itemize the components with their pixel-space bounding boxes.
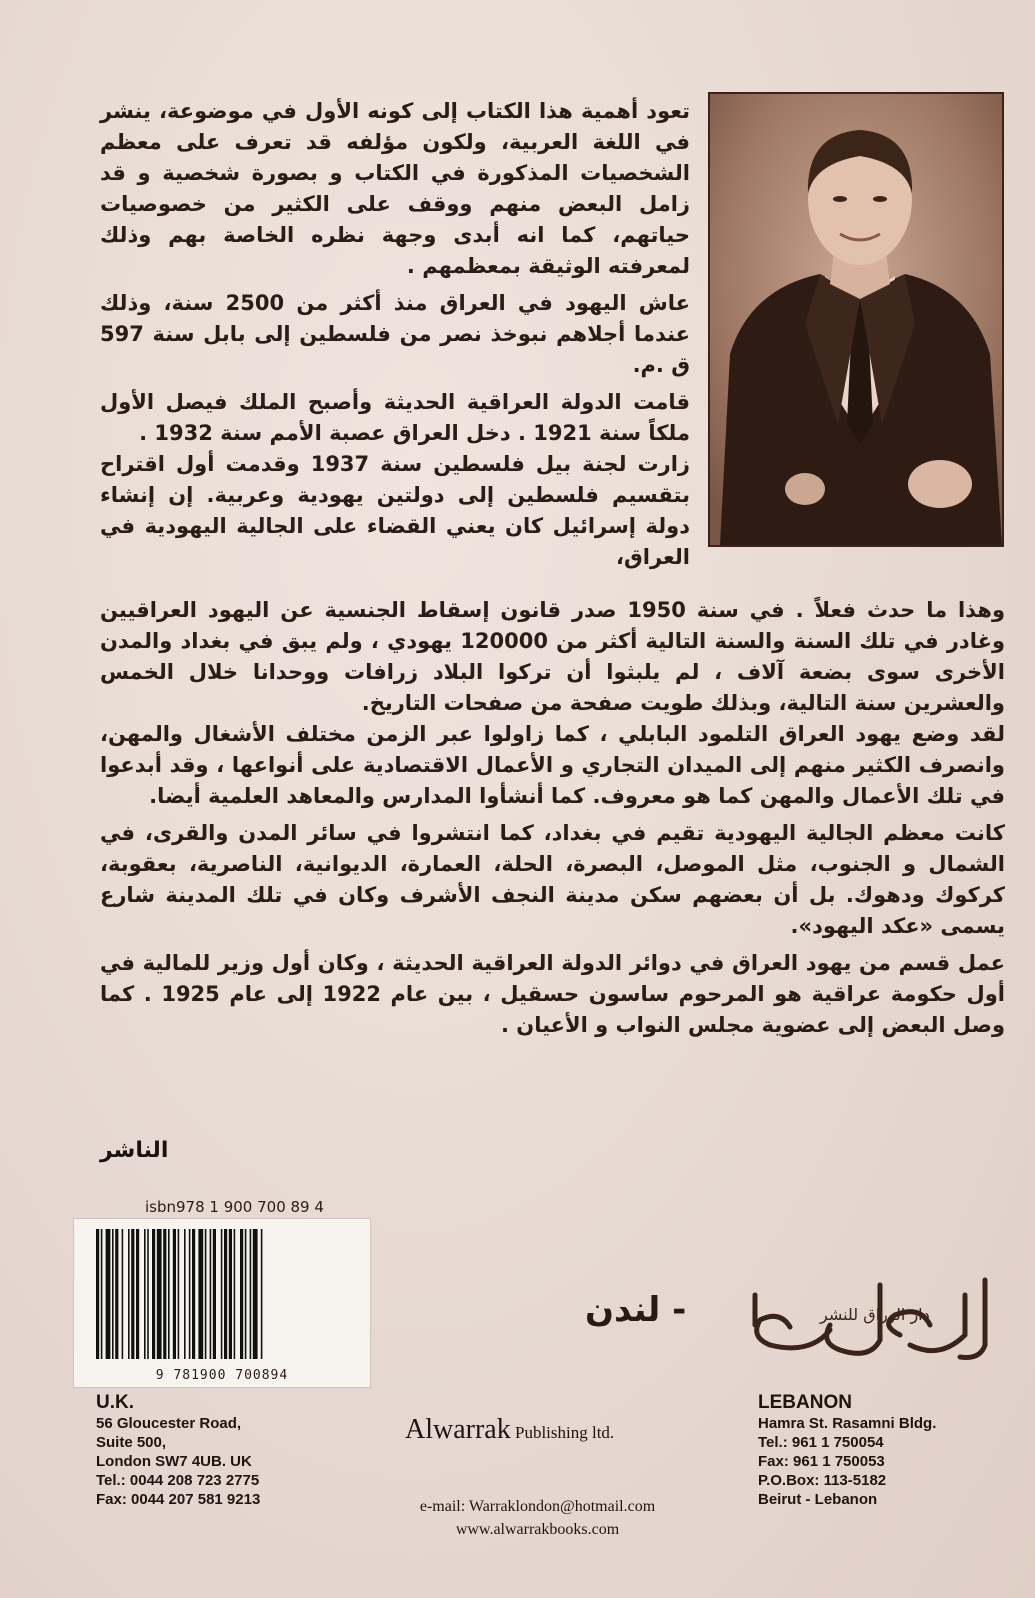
barcode-bar: [136, 1229, 139, 1359]
website: www.alwarrakbooks.com: [455, 1521, 620, 1538]
paragraph: قامت الدولة العراقية الحديثة وأصبح الملك فيصل الأول ملكاً سنة 1921 . دخل العراق عصبة الأمم سنة 1932 .: [100, 390, 690, 445]
address-line: Tel.: 961 1 750054: [758, 1434, 884, 1451]
barcode-bar: [184, 1229, 186, 1359]
paragraph: وهذا ما حدث فعلاً . في سنة 1950 صدر قانون إسقاط الجنسية عن اليهود العراقيين وغادر في تلك السنة والسنة التالية أكثر من 120000 يهودي ، ولم يبق في بغداد والمدن الأخرى سوى بضعة آلاف ، لم يلبثوا أن تركوا البلاد زرافات ووحدانا خلال الخمس والعشرين سنة التالية، وبذلك طويت صفحة من صفحات التاريخ.: [100, 598, 1005, 715]
barcode-bar: [189, 1229, 191, 1359]
barcode-bar: [157, 1229, 162, 1359]
barcode-bar: [101, 1229, 103, 1359]
address-line: P.O.Box: 113-5182: [758, 1472, 887, 1489]
address-line: London SW7 4UB. UK: [96, 1453, 252, 1470]
barcode-bar: [253, 1229, 258, 1359]
body-text: [100, 595, 1005, 1041]
isbn-number: 9 781900 700894: [155, 1368, 289, 1383]
barcode-bar: [168, 1229, 170, 1359]
barcode: [73, 1218, 371, 1388]
paragraph: تعود أهمية هذا الكتاب إلى كونه الأول في موضوعة، ينشر في اللغة العربية، ولكون مؤلفه قد تعرف على معظم الشخصيات المذكورة في الكتاب و بصورة شخصية و قد زامل البعض منهم ووقف على الكثير من خصوصيات حياتهم، كما انه أبدى وجهة نظره الخاصة بهم وذلك لمعرفته الوثيقة بمعظمهم .: [100, 99, 690, 278]
barcode-bar: [147, 1229, 149, 1359]
address-line: Fax: 961 1 750053: [758, 1453, 885, 1470]
barcode-bar: [152, 1229, 155, 1359]
paragraph: كانت معظم الجالية اليهودية تقيم في بغداد، كما انتشروا في سائر المدن والقرى، في الشمال و الجنوب، مثل الموصل، البصرة، الحلة، العمارة، الديوانية، الناصرية، بعقوبة، كركوك ودهوك. بل أن بعضهم سكن مدينة النجف الأشرف وكان في تلك المدينة شارع يسمى «عكد اليهود».: [100, 821, 1005, 938]
brand-name: [405, 1414, 614, 1446]
barcode-bar: [128, 1229, 130, 1359]
barcode-bar: [234, 1229, 236, 1359]
barcode-bar: [261, 1229, 263, 1359]
barcode-bar: [210, 1229, 212, 1359]
barcode-bar: [205, 1229, 207, 1359]
barcode-bar: [229, 1229, 232, 1359]
address-line: Tel.: 0044 208 723 2775: [96, 1472, 260, 1489]
paragraph: عاش اليهود في العراق منذ أكثر من 2500 سنة، وذلك عندما أجلاهم نبوخذ نصر من فلسطين إلى بابل سنة 597 ق .م.: [100, 291, 691, 377]
barcode-bar: [245, 1229, 247, 1359]
barcode-bar: [115, 1229, 118, 1359]
barcode-bars: [74, 1219, 370, 1369]
barcode-bar: [221, 1229, 223, 1359]
barcode-bar: [173, 1229, 176, 1359]
barcode-bar: [112, 1229, 114, 1359]
barcode-bar: [240, 1229, 243, 1359]
address-line: 56 Gloucester Road,: [96, 1415, 242, 1432]
barcode-bar: [250, 1229, 252, 1359]
isbn-label: isbn978 1 900 700 89 4: [145, 1198, 324, 1216]
brand-main: Alwarrak: [405, 1414, 511, 1445]
barcode-bar: [192, 1229, 195, 1359]
address-line: Fax: 0044 207 581 9213: [96, 1491, 261, 1508]
barcode-bar: [224, 1229, 227, 1359]
city-label: - لندن: [585, 1290, 687, 1330]
barcode-bar: [106, 1229, 111, 1359]
paragraph: عمل قسم من يهود العراق في دوائر الدولة العراقية الحديثة ، وكان أول وزير للمالية في أول حكومة عراقية هو المرحوم ساسون حسقيل ، بين عام 1922 إلى عام 1925 . كما وصل البعض إلى عضوية مجلس النواب و الأعيان .: [100, 951, 1006, 1037]
barcode-bar: [96, 1229, 99, 1359]
barcode-bar: [163, 1229, 166, 1359]
brand-suffix: Publishing ltd.: [510, 1423, 615, 1442]
barcode-bar: [131, 1229, 134, 1359]
barcode-bar: [144, 1229, 146, 1359]
email: e-mail: Warraklondon@hotmail.com: [419, 1498, 656, 1515]
address-line: Hamra St. Rasamni Bldg.: [758, 1415, 937, 1432]
barcode-bar: [213, 1229, 216, 1359]
lebanon-heading: LEBANON: [758, 1392, 852, 1413]
uk-address: [96, 1392, 260, 1509]
logo-caption: دار الوراق للنشر: [820, 1305, 930, 1324]
uk-heading: U.K.: [96, 1392, 134, 1413]
barcode-bar: [178, 1229, 180, 1359]
intro-text: [100, 96, 690, 573]
address-line: Beirut - Lebanon: [758, 1491, 878, 1508]
lebanon-address: [758, 1392, 936, 1509]
paragraph: زارت لجنة بيل فلسطين سنة 1937 وقدمت أول اقتراح بتقسيم فلسطين إلى دولتين يهودية وعربية. إن إنشاء دولة إسرائيل كان يعني القضاء على الجالية اليهودية في العراق،: [100, 452, 690, 569]
publisher-signature: الناشر: [100, 1138, 169, 1163]
barcode-bar: [122, 1229, 124, 1359]
author-photo: [708, 92, 1004, 547]
paragraph: لقد وضع يهود العراق التلمود البابلي ، كما زاولوا عبر الزمن مختلف الأشغال والمهن، وانصرف الكثير منهم إلى الميدان التجاري و الأعمال الاقتصادية على أنواعها ، وقد أبدعوا في تلك الأعمال والمهن كما هو معروف. كما أنشأوا المدارس والمعاهد العلمية أيضا.: [100, 722, 1005, 808]
barcode-bar: [198, 1229, 203, 1359]
address-line: Suite 500,: [96, 1434, 167, 1451]
